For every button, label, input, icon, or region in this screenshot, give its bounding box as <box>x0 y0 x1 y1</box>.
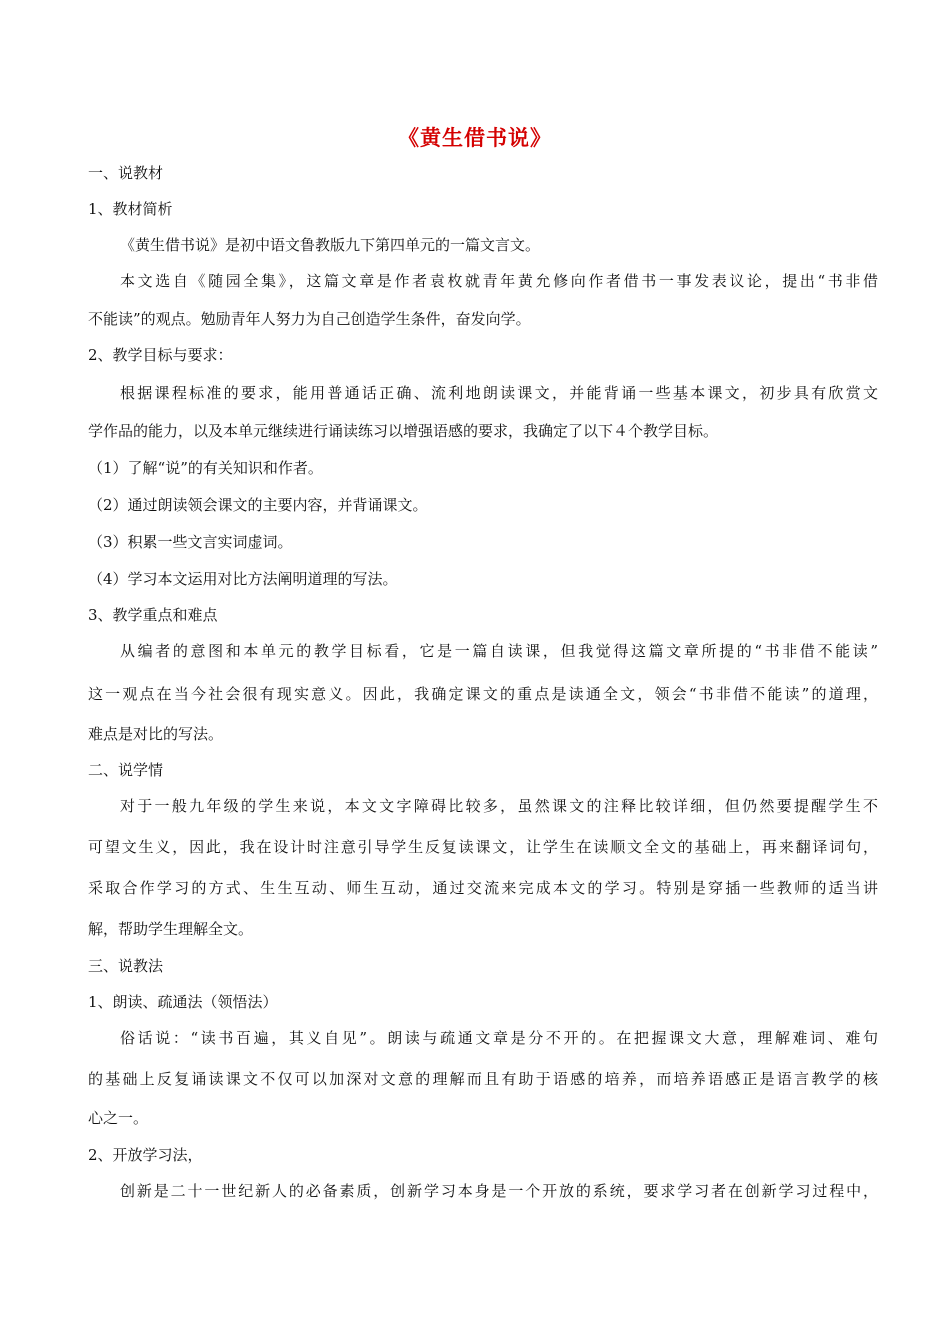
document-title: 《黄生借书说》 <box>398 126 552 150</box>
subheading-teaching-goals: 2、教学目标与要求： <box>88 346 233 364</box>
paragraph-line: 可望文生义，因此，我在设计时注意引导学生反复读课文，让学生在读顺文全文的基础上，再来翻译词句， <box>88 838 878 856</box>
paragraph-line: 《黄生借书说》是初中语文鲁教版九下第四单元的一篇文言文。 <box>120 236 541 254</box>
section-heading-teaching-material: 一、说教材 <box>88 164 164 182</box>
subheading-open-learning-method: 2、开放学习法， <box>88 1146 203 1164</box>
paragraph-line: 本文选自《随园全集》，这篇文章是作者袁枚就青年黄允修向作者借书一事发表议论，提出“书非借 <box>120 272 878 290</box>
paragraph-line: 的基础上反复诵读课文不仅可以加深对文意的理解而且有助于语感的培养，而培养语感正是语言教学的核 <box>88 1070 878 1088</box>
paragraph-line: 创新是二十一世纪新人的必备素质，创新学习本身是一个开放的系统，要求学习者在创新学习过程中， <box>120 1182 878 1200</box>
list-item-goal-2: （2）通过朗读领会课文的主要内容，并背诵课文。 <box>88 496 428 514</box>
paragraph-line: 难点是对比的写法。 <box>88 725 224 743</box>
list-item-goal-4: （4）学习本文运用对比方法阐明道理的写法。 <box>88 570 398 588</box>
paragraph-line: 对于一般九年级的学生来说，本文文字障碍比较多，虽然课文的注释比较详细，但仍然要提醒学生不 <box>120 797 878 815</box>
subheading-reading-method: 1、朗读、疏通法（领悟法） <box>88 993 278 1011</box>
list-item-goal-1: （1）了解“说”的有关知识和作者。 <box>88 459 323 477</box>
subheading-key-points: 3、教学重点和难点 <box>88 606 218 624</box>
paragraph-line: 根据课程标准的要求，能用普通话正确、流利地朗读课文，并能背诵一些基本课文，初步具有欣赏文 <box>120 384 878 402</box>
paragraph-line: 心之一。 <box>88 1109 149 1127</box>
paragraph-line: 解，帮助学生理解全文。 <box>88 920 254 938</box>
paragraph-line: 采取合作学习的方式、生生互动、师生互动，通过交流来完成本文的学习。特别是穿插一些教师的适当讲 <box>88 879 878 897</box>
subheading-material-analysis: 1、教材简析 <box>88 200 173 218</box>
paragraph-line: 不能读”的观点。勉励青年人努力为自己创造学生条件，奋发向学。 <box>88 310 531 328</box>
paragraph-line: 俗话说：“读书百遍，其义自见”。朗读与疏通文章是分不开的。在把握课文大意，理解难词、难句 <box>120 1029 878 1047</box>
section-heading-student-situation: 二、说学情 <box>88 761 164 779</box>
paragraph-line: 这一观点在当今社会很有现实意义。因此，我确定课文的重点是读通全文，领会“书非借不能读”的道理， <box>88 685 878 703</box>
paragraph-line: 学作品的能力，以及本单元继续进行诵读练习以增强语感的要求，我确定了以下４个教学目标。 <box>88 422 719 440</box>
section-heading-teaching-methods: 三、说教法 <box>88 957 164 975</box>
list-item-goal-3: （3）积累一些文言实词虚词。 <box>88 533 293 551</box>
paragraph-line: 从编者的意图和本单元的教学目标看，它是一篇自读课，但我觉得这篇文章所提的“书非借不能读” <box>120 642 878 660</box>
